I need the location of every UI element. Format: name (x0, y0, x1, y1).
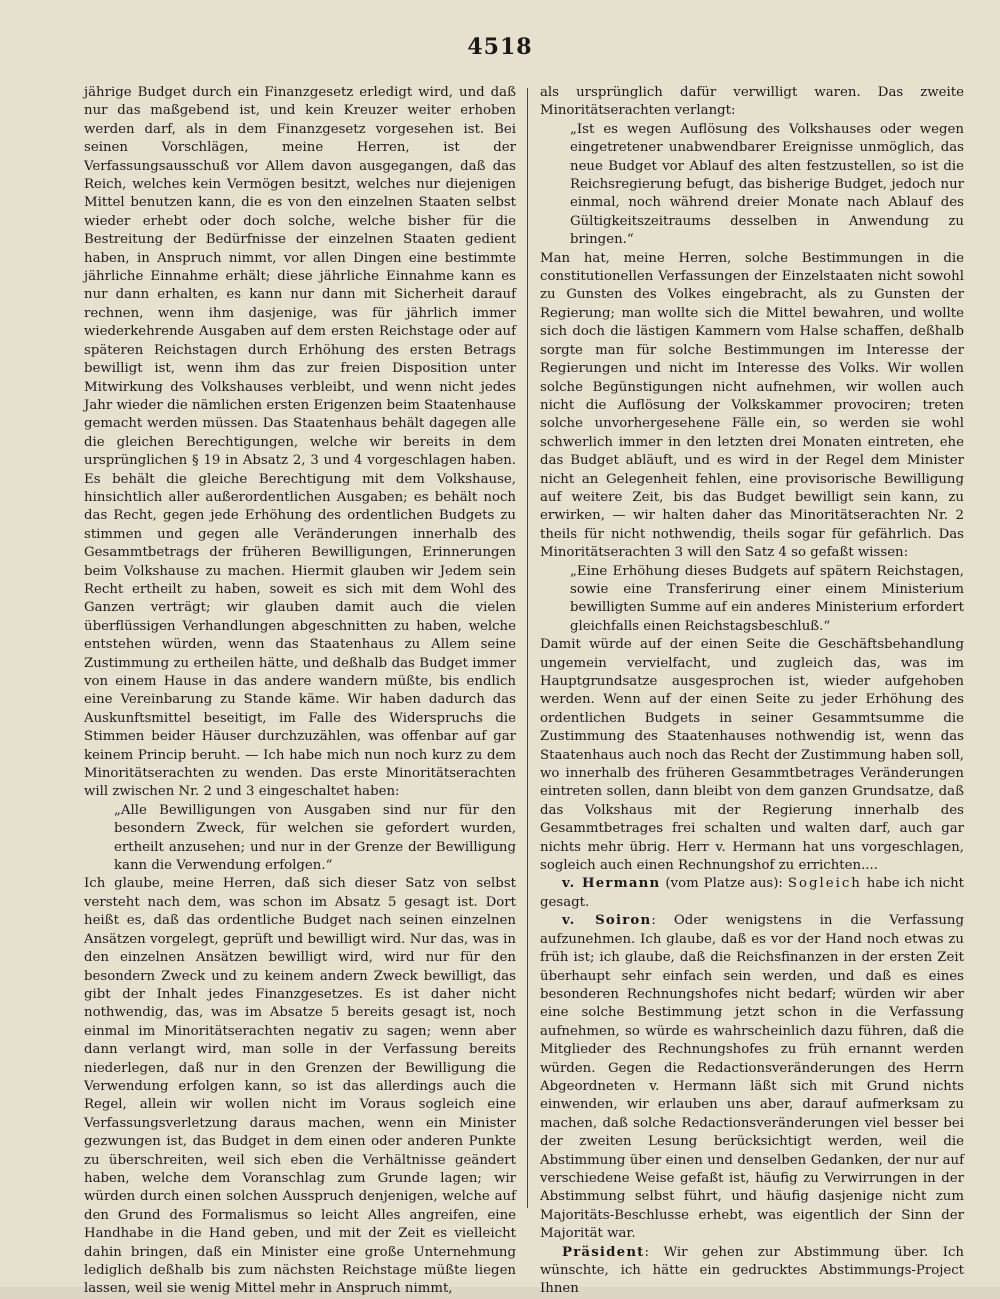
right-column (540, 84, 964, 1299)
paragraph: Ich glaube, meine Herren, daß sich dieser Satz von selbst versteht nach dem, was schon im Absatz 5 gesagt ist. Dort heißt es, daß das ordentliche Budget nach seinen einzelnen Ansätzen vorgelegt, geprüft und bewilligt wird. Nur das, was in den einzelnen Ansätzen bewilligt wird, wird nur für den besondern Zweck und zu keinem andern Zweck bewilligt, das gibt der Inhalt jedes Finanzgesetzes. Es ist daher nicht nothwendig, das, was im Absatze 5 bereits gesagt ist, noch einmal im Minoritätserachten negativ zu sagen; wenn aber dann verlangt wird, man solle in der Verfassung bereits niederlegen, daß nur in den Grenzen der Bewilligung die Verwendung erfolgen kann, so ist das allerdings auch die Regel, allein wir wollen nicht im Voraus sogleich eine Verfassungsverletzung daraus machen, wenn ein Minister gezwungen ist, das Budget in dem einen oder anderen Punkte zu überschreiten, weil sich eben die Verhältnisse geändert haben, welche dem Voranschlag zum Grunde lagen; wir würden durch einen solchen Ausspruch denjenigen, welche auf den Grund des Formalismus so leicht Alles angreifen, eine Handhabe in die Hand geben, und mit der Zeit es vielleicht dahin bringen, daß ein Minister eine große Unternehmung lediglich deßhalb bis zum nächsten Reichstage müßte liegen lassen, weil sie wenig Mittel mehr in Anspruch nimmt, (84, 876, 516, 1297)
paragraph: Man hat, meine Herren, solche Bestimmungen in die constitutionellen Verfassungen der Einzelstaaten nicht sowohl zu Gunsten des Volkes eingebracht, als zu Gunsten der Regierung; man wollte sich die Mittel bewahren, und wollte sich doch die lästigen Kammern vom Halse schaffen, deßhalb sorgte man für solche Bestimmungen im Interesse der Regierungen und nicht im Interesse des Volks. Wir wollen solche Begünstigungen nicht aufnehmen, wir wollen auch nicht die Auflösung der Volkskammer provociren; treten solche unvorhergesehene Fälle ein, so werden sie wohl schwerlich immer in den letzten drei Monaten eintreten, ehe das Budget abläuft, und es wird in der Regel dem Minister nicht an Gelegenheit fehlen, eine provisorische Bewilligung auf weitere Zeit, bis das Budget bewilligt sein kann, zu erwirken, — wir halten daher das Minoritätserachten Nr. 2 theils für nicht nothwendig, theils sogar für gefährlich. Das Minoritätserachten 3 will den Satz 4 so gefaßt wissen: (540, 250, 964, 561)
speech-text: habe ich nicht gesagt. (540, 876, 964, 910)
column-divider (527, 88, 528, 1208)
quoted-motion: „Alle Bewilligungen von Ausgaben sind nur für den besondern Zweck, für welchen sie gefordert wurden, ertheilt anzusehen; und nur in der Grenze der Bewilligung kann die Verwendung erfolgen.“ (114, 802, 516, 874)
speech-entry (540, 912, 964, 1243)
paragraph: Damit würde auf der einen Seite die Geschäftsbehandlung ungemein vervielfacht, und zugleich das, was im Hauptgrundsatze ausgesprochen ist, wieder aufgehoben werden. Wenn auf der einen Seite zu jeder Erhöhung des ordentlichen Budgets in seiner Gesammtsumme die Zustimmung des Staatenhauses nothwendig ist, wenn das Staatenhaus auch noch das Recht der Zustimmung haben soll, wo innerhalb des früheren Gesammtbetrages Veränderungen eintreten sollen, dann bleibt von dem ganzen Grundsatze, daß das Volkshaus mit der Regierung innerhalb des Gesammtbetrages frei schalten und walten darf, auch gar nichts mehr übrig. Herr v. Hermann hat uns vorgeschlagen, sogleich auch einen Rechnungshof zu errichten.... (540, 637, 964, 874)
speech-text: : Oder wenigstens in die Verfassung aufzunehmen. Ich glaube, daß es vor der Hand noch etwas zu früh ist; ich glaube, daß die Reichsfinanzen in der ersten Zeit überhaupt sehr einfach sein werden, und daß es eines besonderen Rechnungshofes nicht bedarf; würden wir aber eine solche Bestimmung jetzt schon in die Verfassung aufnehmen, so würde es wahrscheinlich dazu führen, daß die Mitglieder des Rechnungshofes zu früh ernannt werden würden. Gegen die Redactionsveränderungen des Herrn Abgeordneten v. Hermann läßt sich mit Grund nichts einwenden, wir erlauben uns aber, darauf aufmerksam zu machen, daß solche Redactionsveränderungen viel besser bei der zweiten Lesung berücksichtigt werden, weil die Abstimmung über einen und denselben Gedanken, der nur auf verschiedene Weise gefaßt ist, häufig zu Verwirrungen in der Abstimmung selbst führt, und häufig dasjenige nicht zum Majoritäts-Beschlusse erhebt, was eigentlich der Sinn der Majorität war. (540, 913, 964, 1242)
speech-text: : Wir gehen zur Abstimmung über. Ich wünschte, ich hätte ein gedrucktes Abstimmungs-Project Ihnen (540, 1244, 964, 1297)
page-number: 4518 (467, 34, 533, 60)
speech-entry (540, 875, 964, 912)
paragraph: jährige Budget durch ein Finanzgesetz erledigt wird, und daß nur das maßgebend ist, und kein Kreuzer weiter erhoben werden darf, als in dem Finanzgesetz vorgesehen ist. Bei seinen Vorschlägen, meine Herren, ist der Verfassungsausschuß vor Allem davon ausgegangen, daß das Reich, welches kein Vermögen besitzt, welches nur diejenigen Mittel benutzen kann, die es von den einzelnen Staaten selbst wieder erhebt oder doch solche, welche bisher für die Bestreitung der Bedürfnisse der einzelnen Staaten gedient haben, in Anspruch nimmt, vor allen Dingen eine bestimmte jährliche Einnahme erhält; diese jährliche Einnahme kann es nur dann erhalten, es kann nur dann mit Sicherheit darauf rechnen, wenn ihm dasjenige, was für jährlich immer wiederkehrende Ausgaben auf dem ersten Reichstage oder auf späteren Reichstagen durch Erhöhung des ersten Betrags bewilligt ist, wenn ihm das zur freien Disposition unter Mitwirkung des Volkshauses verbleibt, und wenn nicht jedes Jahr wieder die nämlichen ersten Erigenzen beim Staatenhause gemacht werden müssen. Das Staatenhaus behält dagegen alle die gleichen Berechtigungen, welche wir bereits in dem ursprünglichen § 19 in Absatz 2, 3 und 4 vorgeschlagen haben. Es behält die gleiche Berechtigung mit dem Volkshause, hinsichtlich aller außerordentlichen Ausgaben; es behält noch das Recht, gegen jede Erhöhung des ordentlichen Budgets zu stimmen und gegen alle Veränderungen innerhalb des Gesammtbetrags der früheren Bewilligungen, Erinnerungen beim Volkshause zu machen. Hiermit glauben wir Jedem sein Recht ertheilt zu haben, soweit es sich mit dem Wohl des Ganzen verträgt; wir glauben damit auch die vielen überflüssigen Verhandlungen abgeschnitten zu haben, welche entstehen würden, wenn das Staatenhaus zu Allem seine Zustimmung zu ertheilen hätte, und deßhalb das Budget immer von einem Hause in das andere wandern müßte, bis endlich eine Vereinbarung zu Stande käme. Wir haben dadurch das Auskunftsmittel beseitigt, im Falle des Widerspruchs die Stimmen beider Häuser durchzuzählen, was offenbar auf gar keinem Princip beruht. — Ich habe mich nun noch kurz zu dem Minoritätserachten zu wenden. Das erste Minoritätserachten will zwischen Nr. 2 und 3 eingeschaltet haben: (84, 85, 516, 800)
quoted-motion: „Eine Erhöhung dieses Budgets auf spätern Reichstagen, sowie eine Transferirung einer einem Ministerium bewilligten Summe auf ein anderes Ministerium erfordert gleichfalls einen Reichstagsbeschluß.“ (570, 563, 964, 634)
paragraph: als ursprünglich dafür verwilligt waren. Das zweite Minoritätserachten verlangt: (540, 85, 964, 119)
left-column (84, 84, 516, 1299)
speaker-name: v. Hermann (562, 876, 661, 892)
quoted-motion: „Ist es wegen Auflösung des Volkshauses oder wegen eingetretener unabwendbarer Ereignisse unmöglich, das neue Budget vor Ablauf des alten festzustellen, so ist die Reichsregierung befugt, das bisherige Budget, jedoch nur einmal, noch während dreier Monate nach Ablauf des Gültigkeitszeitraums desselben in Anwendung zu bringen.“ (570, 121, 964, 248)
speaker-name: v. Soiron (562, 913, 652, 929)
speech-emphasis: Sogleich (787, 876, 862, 892)
speaker-name: Präsident (562, 1244, 645, 1260)
speech-text: (vom Platze aus): (660, 876, 788, 892)
speech-entry (540, 1244, 964, 1299)
